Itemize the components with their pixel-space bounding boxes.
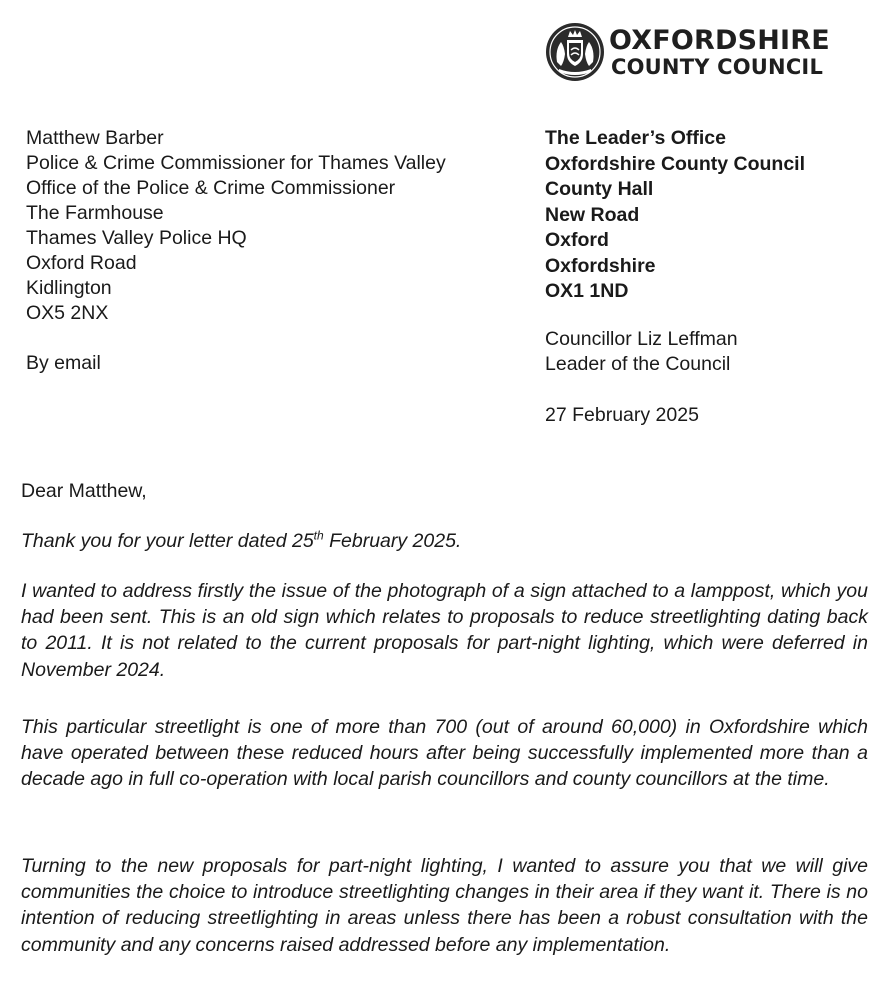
council-crest-icon — [545, 22, 605, 82]
recipient-line: Matthew Barber — [26, 127, 164, 149]
salutation: Dear Matthew, — [21, 480, 147, 502]
sender-signatory — [545, 327, 738, 377]
logo-line-1: OXFORDSHIRE — [609, 25, 830, 56]
sender-line: Oxfordshire — [545, 254, 656, 277]
sender-line: County Hall — [545, 178, 654, 200]
ordinal-suffix: th — [313, 528, 324, 543]
logo-line-2: COUNTY COUNCIL — [611, 55, 824, 79]
paragraph-3: This particular streetlight is one of more than 700 (out of around 60,000) in Oxfordshire which have operated between these reduced hours after being successfully implemented more than a decade ago in full co-operation with local parish councillors and county councillors at the time. — [21, 716, 868, 791]
recipient-line: Kidlington — [26, 277, 112, 299]
logo-wordmark — [609, 27, 830, 79]
sender-address — [545, 126, 805, 305]
recipient-line: Office of the Police & Crime Commissioner — [26, 177, 396, 199]
paragraph-1-text-end: February 2025. — [323, 530, 462, 552]
recipient-line: Oxford Road — [26, 252, 137, 274]
recipient-line: Thames Valley Police HQ — [26, 227, 247, 249]
paragraph-1 — [21, 528, 868, 554]
paragraph-4: Turning to the new proposals for part-night lighting, I wanted to assure you that we will give communities the choice to introduce streetlighting changes in their area if they want it. There is no intention of reducing streetlighting in areas unless there has been a robust consultation with the community and any concerns raised addressed before any implementation. — [21, 855, 868, 956]
sender-name: Councillor Liz Leffman — [545, 328, 738, 350]
paragraph-1-text: Thank you for your letter dated 25 — [21, 530, 314, 552]
delivery-method: By email — [26, 352, 101, 374]
recipient-address — [26, 126, 446, 326]
council-logo — [545, 20, 845, 82]
recipient-line: The Farmhouse — [26, 202, 164, 224]
sender-role: Leader of the Council — [545, 353, 731, 375]
sender-line: The Leader’s Office — [545, 127, 726, 149]
sender-line: Oxfordshire County Council — [545, 152, 806, 175]
sender-line: OX1 1ND — [545, 280, 629, 302]
letter-date: 27 February 2025 — [545, 404, 699, 426]
paragraph-2: I wanted to address firstly the issue of the photograph of a sign attached to a lamppost, which you had been sent. This is an old sign which relates to proposals to reduce streetlighting dating back to 2011. It is not related to the current proposals for part-night lighting, which were deferred in November 2024. — [21, 580, 868, 681]
sender-line: Oxford — [545, 229, 609, 251]
recipient-line: Police & Crime Commissioner for Thames Valley — [26, 152, 446, 174]
sender-line: New Road — [545, 203, 640, 226]
recipient-line: OX5 2NX — [26, 302, 109, 324]
